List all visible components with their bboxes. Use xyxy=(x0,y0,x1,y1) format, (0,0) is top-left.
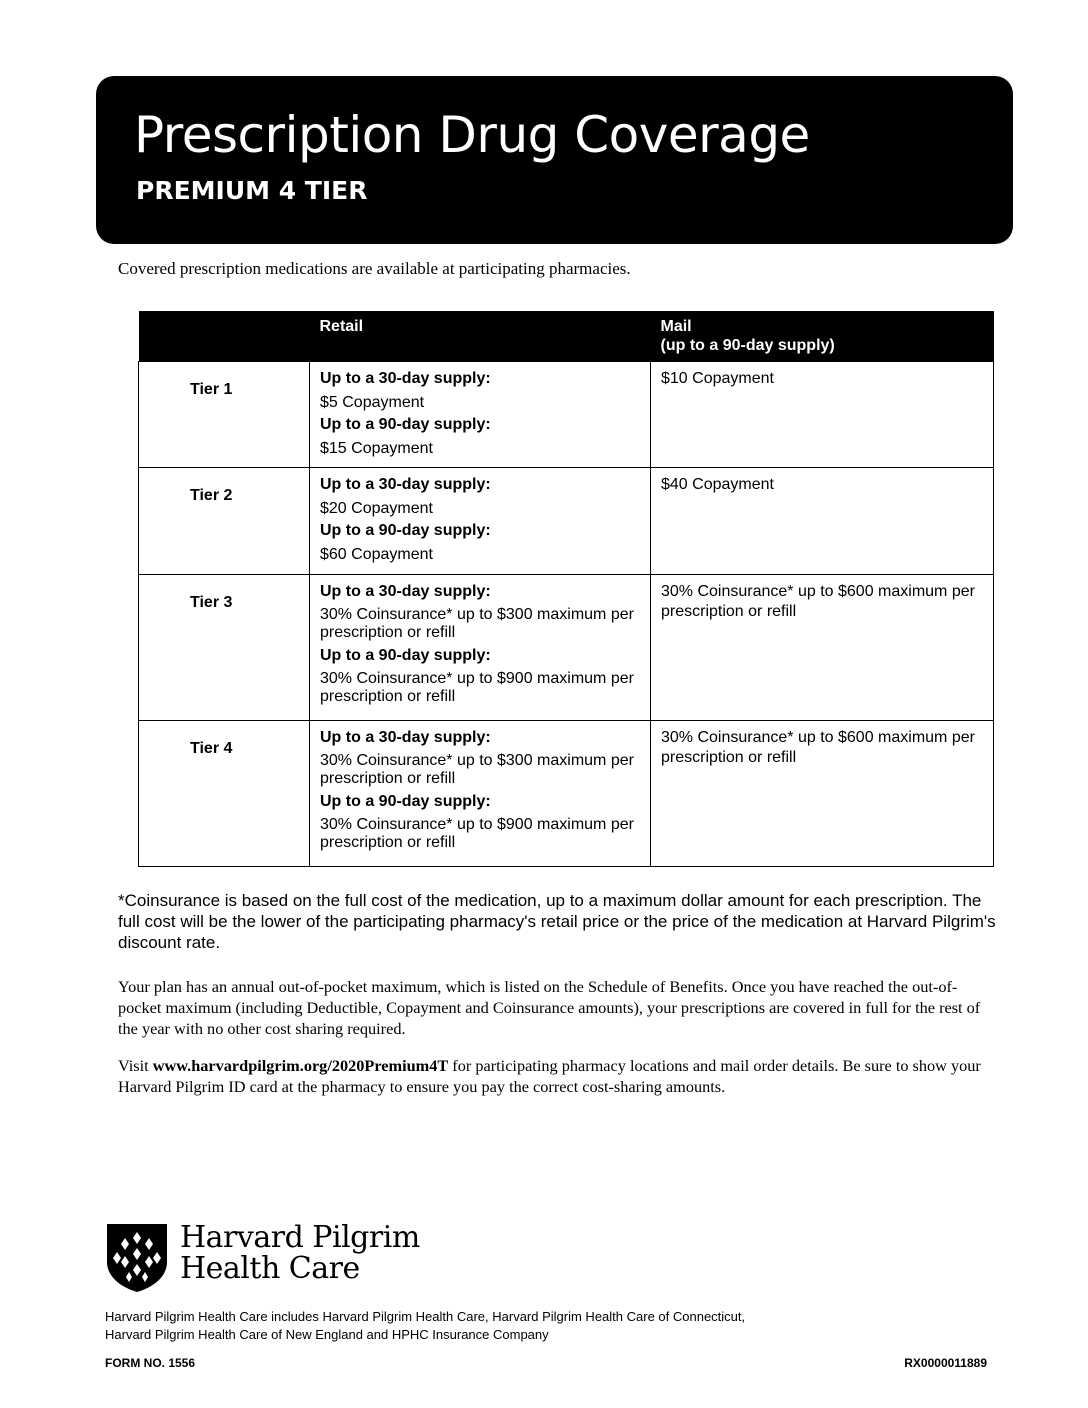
legal-line-2: Harvard Pilgrim Health Care of New England and HPHC Insurance Company xyxy=(105,1327,549,1342)
website-link[interactable]: www.harvardpilgrim.org/2020Premium4T xyxy=(152,1056,449,1075)
retail-30-value: $5 Copayment xyxy=(320,394,425,411)
retail-90-value: $60 Copayment xyxy=(320,546,433,563)
visit-prefix: Visit xyxy=(118,1056,153,1075)
header-tier xyxy=(139,311,310,362)
retail-90-label: Up to a 90-day supply: xyxy=(320,647,491,664)
retail-30-value: $20 Copayment xyxy=(320,500,433,517)
page-title: Prescription Drug Coverage xyxy=(134,106,810,164)
retail-30-label: Up to a 30-day supply: xyxy=(320,729,491,746)
table-row xyxy=(139,468,994,575)
mail-cell: $10 Copayment xyxy=(651,362,994,468)
retail-90-label: Up to a 90-day supply: xyxy=(320,416,491,433)
table-row xyxy=(139,721,994,867)
retail-cell xyxy=(310,575,651,721)
tier-name: Tier 2 xyxy=(139,468,310,575)
retail-cell xyxy=(310,468,651,575)
header-mail-note: (up to a 90-day supply) xyxy=(660,337,835,354)
harvard-pilgrim-shield-icon xyxy=(105,1222,169,1299)
retail-30-label: Up to a 30-day supply: xyxy=(320,476,491,493)
form-number: FORM NO. 1556 xyxy=(105,1356,196,1370)
page-subtitle: PREMIUM 4 TIER xyxy=(136,176,368,205)
mail-cell: $40 Copayment xyxy=(651,468,994,575)
tier-name: Tier 1 xyxy=(139,362,310,468)
retail-90-value: 30% Coinsurance* up to $900 maximum per prescription or refill xyxy=(320,670,634,705)
visit-suffix: for participating pharmacy locations and mail order details. Be sure to show your Harvard Pilgrim ID card at the pharmacy to ensure you pay the correct cost-sharing amounts. xyxy=(118,1056,981,1096)
retail-cell xyxy=(310,721,651,867)
table-header-row xyxy=(139,311,994,362)
document-code: RX0000011889 xyxy=(904,1356,987,1370)
header-banner xyxy=(96,76,1013,244)
retail-cell xyxy=(310,362,651,468)
retail-30-value: 30% Coinsurance* up to $300 maximum per prescription or refill xyxy=(320,752,634,787)
visit-paragraph xyxy=(118,1055,998,1097)
logo-line-2: Health Care xyxy=(180,1251,360,1286)
coverage-table xyxy=(138,311,994,867)
retail-30-value: 30% Coinsurance* up to $300 maximum per prescription or refill xyxy=(320,606,634,641)
table-row xyxy=(139,362,994,468)
mail-cell: 30% Coinsurance* up to $600 maximum per prescription or refill xyxy=(651,721,994,867)
header-retail: Retail xyxy=(310,311,651,362)
legal-line-1: Harvard Pilgrim Health Care includes Harvard Pilgrim Health Care, Harvard Pilgrim Health Care of Connecticut, xyxy=(105,1309,746,1324)
out-of-pocket-paragraph: Your plan has an annual out-of-pocket maximum, which is listed on the Schedule of Benefits. Once you have reached the out-of-pocket maximum (including Deductible, Copayment and Coinsurance amounts), your prescriptions are covered in full for the rest of the year with no other cost sharing required. xyxy=(118,977,981,1038)
coinsurance-note: *Coinsurance is based on the full cost of the medication, up to a maximum dollar amount for each prescription. The full cost will be the lower of the participating pharmacy's retail price or the price of the medication at Harvard Pilgrim's discount rate. xyxy=(118,891,996,952)
table-row xyxy=(139,575,994,721)
logo-wordmark xyxy=(180,1222,420,1284)
retail-30-label: Up to a 30-day supply: xyxy=(320,370,491,387)
retail-90-label: Up to a 90-day supply: xyxy=(320,522,491,539)
retail-30-label: Up to a 30-day supply: xyxy=(320,583,491,600)
tier-name: Tier 3 xyxy=(139,575,310,721)
tier-name: Tier 4 xyxy=(139,721,310,867)
retail-90-value: 30% Coinsurance* up to $900 maximum per prescription or refill xyxy=(320,816,634,851)
retail-90-label: Up to a 90-day supply: xyxy=(320,793,491,810)
logo-line-1: Harvard Pilgrim xyxy=(180,1220,420,1255)
header-mail xyxy=(651,311,994,362)
mail-cell: 30% Coinsurance* up to $600 maximum per prescription or refill xyxy=(651,575,994,721)
legal-notice xyxy=(105,1308,745,1344)
intro-text: Covered prescription medications are available at participating pharmacies. xyxy=(118,259,631,278)
header-mail-label: Mail xyxy=(660,318,692,335)
retail-90-value: $15 Copayment xyxy=(320,440,433,457)
